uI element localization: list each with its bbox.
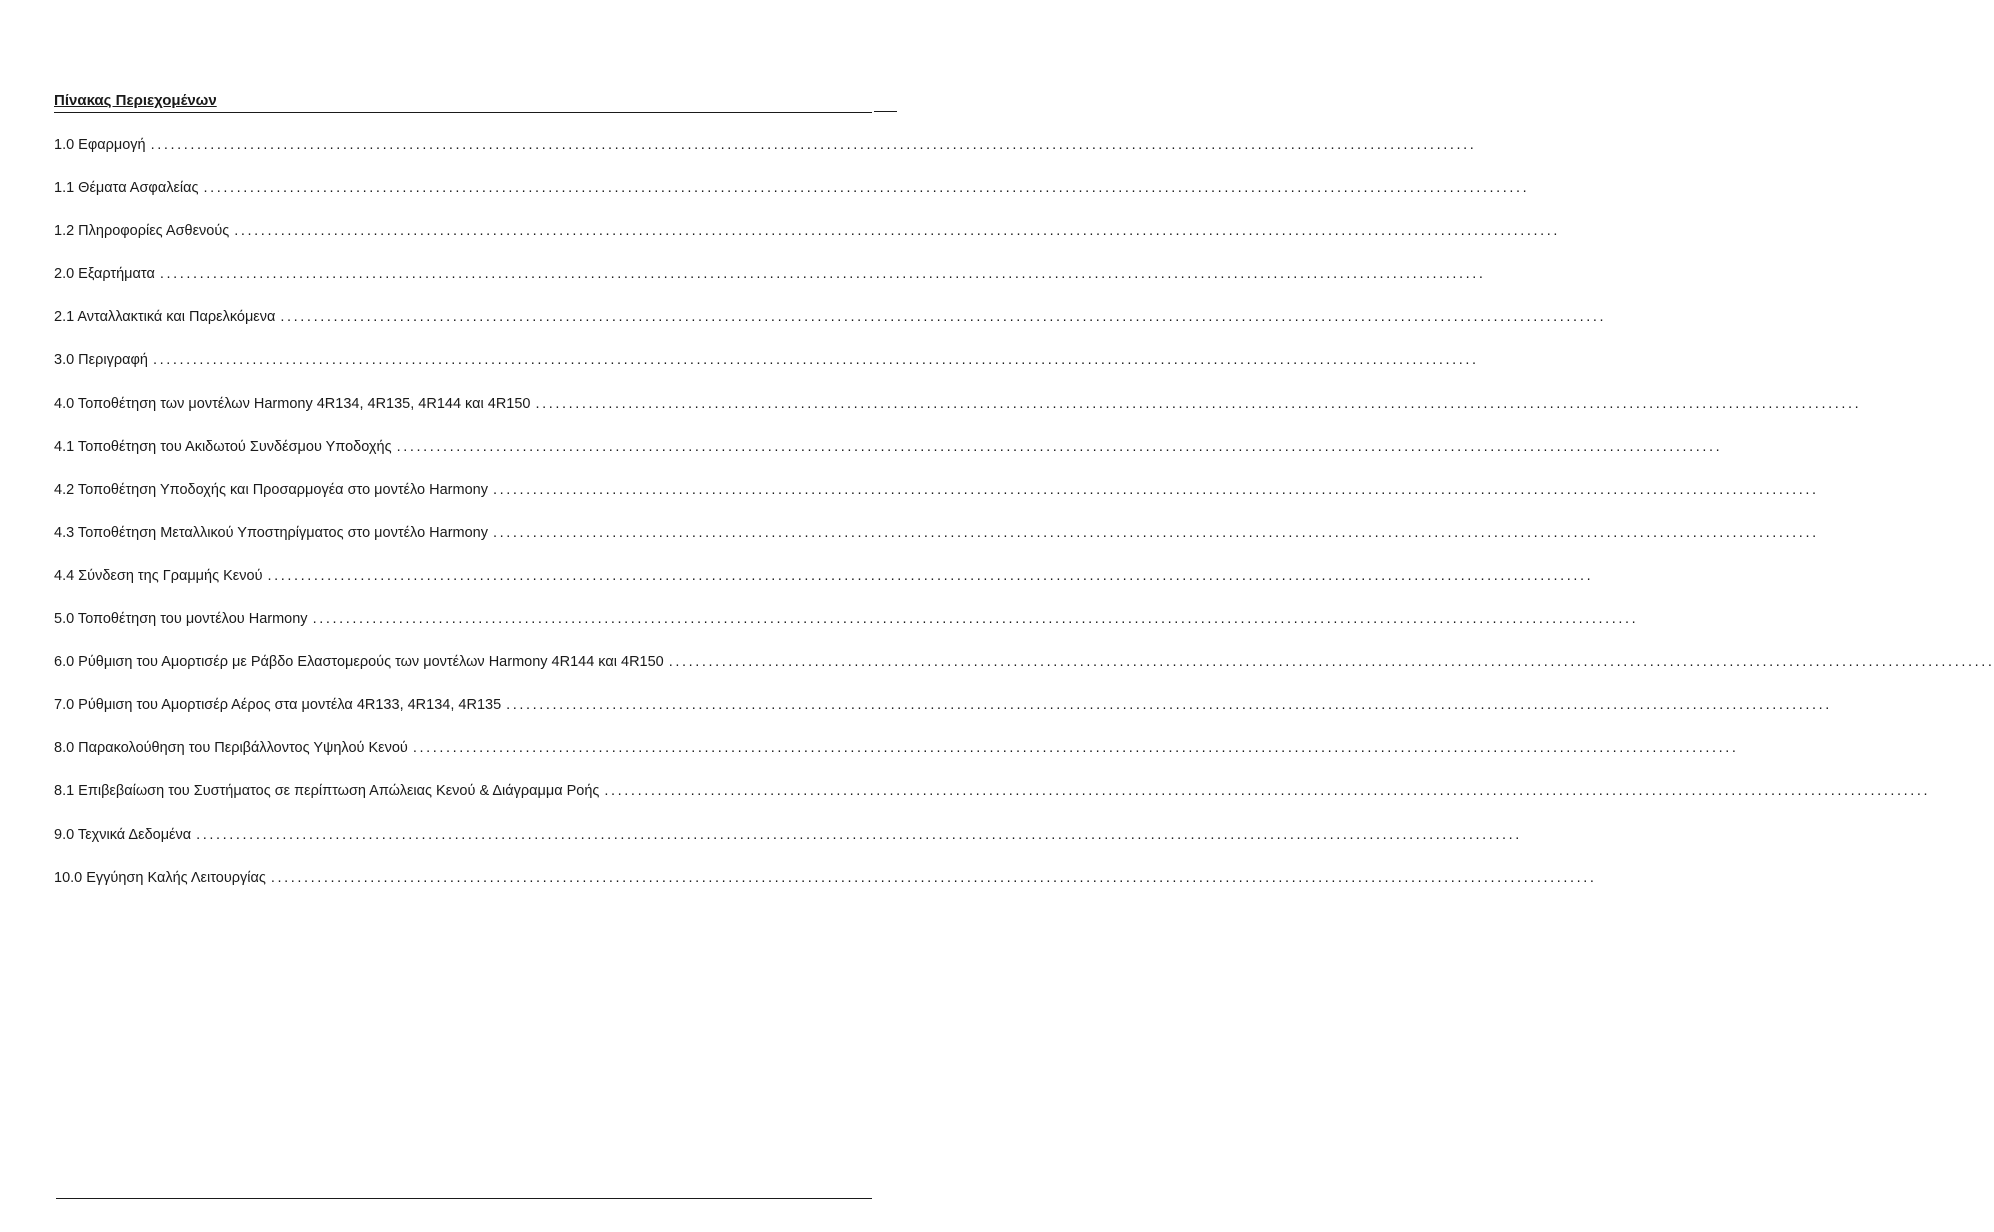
toc-entry[interactable] bbox=[54, 695, 1832, 738]
toc-entry-label: 1.2 Πληροφορίες Ασθενούς bbox=[54, 223, 230, 240]
toc-list bbox=[54, 135, 1994, 911]
toc-entry[interactable] bbox=[54, 178, 1530, 221]
toc-entry[interactable] bbox=[54, 566, 1594, 609]
toc-entry[interactable] bbox=[54, 738, 1739, 781]
toc-entry-label: 1.0 Εφαρμογή bbox=[54, 137, 146, 153]
toc-entry[interactable] bbox=[54, 480, 1819, 523]
toc-entry-label: 4.0 Τοποθέτηση των μοντέλων Harmony 4R134, 4R135, 4R144 και 4R150 bbox=[54, 395, 531, 412]
dot-leader: ........................................................................................................................................................................................................ bbox=[159, 266, 1486, 283]
toc-entry[interactable] bbox=[54, 221, 1561, 264]
toc-entry[interactable] bbox=[54, 350, 1479, 393]
toc-entry[interactable] bbox=[54, 825, 1522, 868]
toc-entry-label: 1.1 Θέματα Ασφαλείας bbox=[54, 180, 199, 197]
dot-leader: ........................................................................................................................................................................................................ bbox=[535, 395, 1862, 412]
toc-entry[interactable] bbox=[54, 781, 1931, 824]
dot-leader: ........................................................................................................................................................................................................ bbox=[492, 481, 1819, 498]
toc-entry[interactable] bbox=[54, 523, 1819, 566]
toc-entry-label: 7.0 Ρύθμιση του Αμορτισέρ Αέρος στα μοντέλα 4R133, 4R134, 4R135 bbox=[54, 697, 502, 714]
dot-leader: ........................................................................................................................................................................................................ bbox=[604, 783, 1931, 800]
dot-leader: ........................................................................................................................................................................................................ bbox=[396, 438, 1723, 455]
toc-entry-label: 8.1 Επιβεβαίωση του Συστήματος σε περίπτωση Απώλειας Κενού & Διάγραμμα Ροής bbox=[54, 783, 600, 800]
dot-leader: ........................................................................................................................................................................................................ bbox=[267, 567, 1594, 584]
dot-leader: ........................................................................................................................................................................................................ bbox=[150, 137, 1477, 153]
toc-entry-label: 4.2 Τοποθέτηση Υποδοχής και Προσαρμογέα στο μοντέλο Harmony bbox=[54, 481, 488, 498]
header-rule-tail bbox=[874, 111, 897, 112]
toc-entry[interactable] bbox=[54, 264, 1486, 307]
toc-entry-label: 4.3 Τοποθέτηση Μεταλλικού Υποστηρίγματος στο μοντέλο Harmony bbox=[54, 524, 488, 541]
toc-entry[interactable] bbox=[54, 437, 1723, 480]
toc-header bbox=[54, 92, 872, 113]
toc-entry-label: 9.0 Τεχνικά Δεδομένα bbox=[54, 826, 192, 843]
dot-leader: ........................................................................................................................................................................................................ bbox=[280, 309, 1607, 326]
toc-title: Πίνακας Περιεχομένων bbox=[54, 92, 217, 109]
toc-entry-label: 4.4 Σύνδεση της Γραμμής Κενού bbox=[54, 567, 263, 584]
toc-entry[interactable] bbox=[54, 307, 1607, 350]
dot-leader: ........................................................................................................................................................................................................ bbox=[312, 611, 1639, 628]
toc-entry-label: 2.1 Ανταλλακτικά και Παρελκόμενα bbox=[54, 309, 276, 326]
toc-entry[interactable] bbox=[54, 868, 1597, 911]
dot-leader: ........................................................................................................................................................................................................ bbox=[234, 223, 1561, 240]
dot-leader: ........................................................................................................................................................................................................ bbox=[668, 654, 1994, 671]
toc-entry[interactable] bbox=[54, 652, 1994, 695]
dot-leader: ........................................................................................................................................................................................................ bbox=[412, 740, 1739, 757]
toc-entry[interactable] bbox=[54, 609, 1639, 652]
dot-leader: ........................................................................................................................................................................................................ bbox=[270, 869, 1597, 886]
dot-leader: ........................................................................................................................................................................................................ bbox=[203, 180, 1530, 197]
toc-entry-label: 2.0 Εξαρτήματα bbox=[54, 266, 155, 283]
toc-entry[interactable] bbox=[54, 135, 1477, 178]
dot-leader: ........................................................................................................................................................................................................ bbox=[196, 826, 1522, 843]
dot-leader: ........................................................................................................................................................................................................ bbox=[152, 352, 1479, 369]
toc-entry-label: 6.0 Ρύθμιση του Αμορτισέρ με Ράβδο Ελαστομερούς των μοντέλων Harmony 4R144 και 4R150 bbox=[54, 654, 664, 671]
toc-entry-label: 8.0 Παρακολούθηση του Περιβάλλοντος Υψηλού Κενού bbox=[54, 740, 408, 757]
toc-entry-label: 4.1 Τοποθέτηση του Ακιδωτού Συνδέσμου Υποδοχής bbox=[54, 438, 392, 455]
toc-entry-label: 10.0 Εγγύηση Καλής Λειτουργίας bbox=[54, 869, 266, 886]
toc-entry-label: 5.0 Τοποθέτηση του μοντέλου Harmony bbox=[54, 611, 308, 628]
toc-entry[interactable] bbox=[54, 394, 1862, 437]
dot-leader: ........................................................................................................................................................................................................ bbox=[506, 697, 1832, 714]
footer-rule bbox=[56, 1198, 872, 1199]
toc-entry-label: 3.0 Περιγραφή bbox=[54, 352, 148, 369]
dot-leader: ........................................................................................................................................................................................................ bbox=[492, 524, 1819, 541]
